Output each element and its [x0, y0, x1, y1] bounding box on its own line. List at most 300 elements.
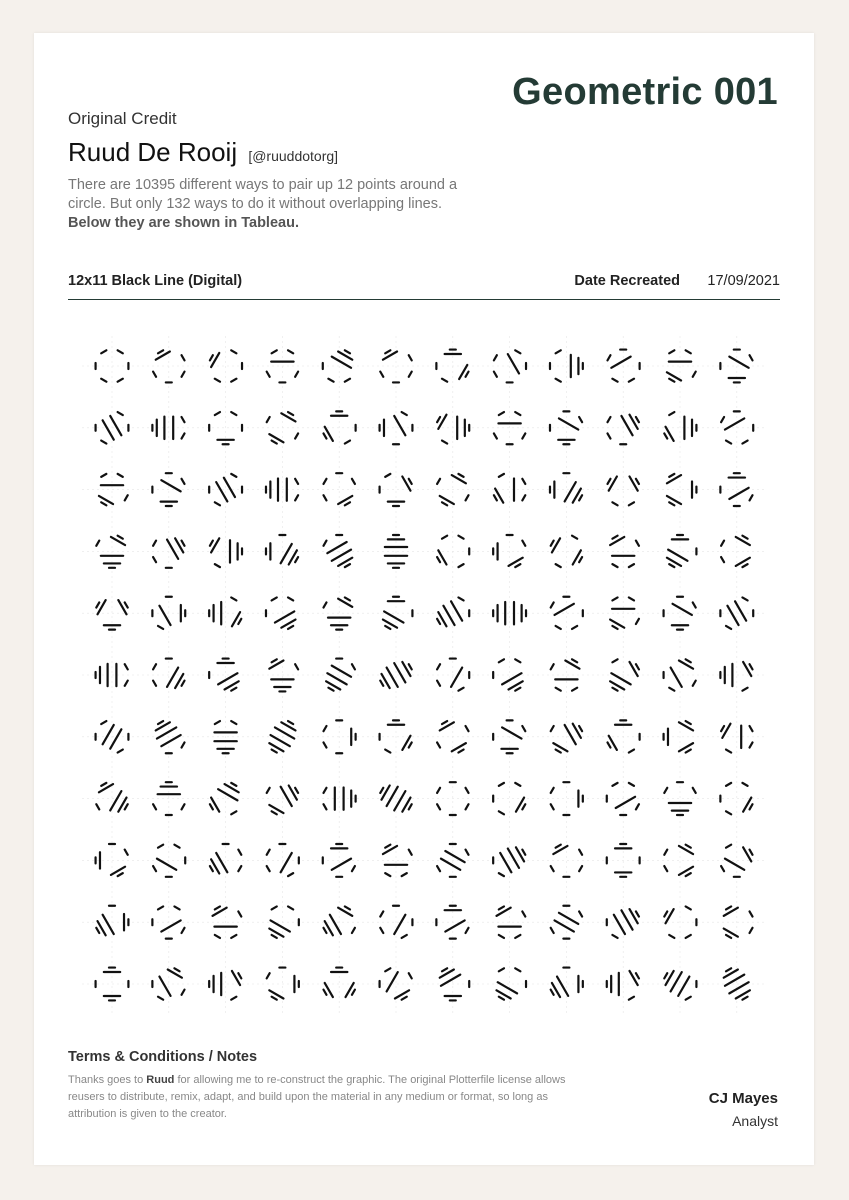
pair-line — [522, 804, 525, 809]
author-handle: [@ruuddotorg] — [248, 148, 339, 164]
author-name: Ruud De Rooij — [68, 137, 238, 167]
pair-line — [686, 659, 691, 662]
pair-line — [332, 666, 351, 677]
pair-line — [442, 502, 447, 505]
pair-line — [612, 536, 617, 539]
pair-line — [607, 417, 610, 422]
pair-line — [669, 474, 674, 477]
pair-line — [686, 935, 691, 938]
pair-line — [96, 602, 99, 607]
pair-line — [556, 688, 561, 691]
pair-line — [288, 721, 293, 724]
pair-line — [556, 750, 561, 753]
pairing-glyph — [607, 909, 639, 938]
pair-line — [686, 721, 691, 724]
pairing-glyph — [380, 474, 412, 506]
pair-line — [494, 372, 497, 377]
pair-line — [153, 866, 156, 871]
pair-line — [210, 355, 213, 360]
pair-line — [158, 906, 163, 909]
pair-line — [502, 727, 521, 738]
pair-line — [215, 564, 220, 567]
pair-line — [499, 873, 504, 876]
pair-line — [182, 433, 185, 438]
pairing-glyph — [326, 659, 355, 691]
pair-line — [607, 433, 610, 438]
pair-line — [693, 681, 696, 686]
pair-line — [556, 379, 561, 382]
pair-line — [515, 659, 520, 662]
pair-line — [522, 541, 525, 546]
pair-line — [101, 441, 106, 444]
pairing-glyph — [209, 971, 241, 1000]
pair-line — [328, 379, 333, 382]
pair-line — [629, 502, 634, 505]
pair-line — [664, 850, 667, 855]
pair-line — [636, 479, 639, 484]
pair-line — [726, 845, 731, 848]
pair-line — [437, 664, 440, 669]
pair-line — [295, 433, 298, 438]
pair-line — [295, 664, 298, 669]
pair-line — [118, 412, 123, 415]
pair-line — [522, 479, 525, 484]
pair-line — [210, 804, 213, 809]
pair-line — [726, 626, 731, 629]
pair-line — [742, 564, 747, 567]
pair-line — [636, 973, 639, 978]
pair-line — [499, 412, 504, 415]
pair-line — [664, 911, 667, 916]
pairing-glyph — [153, 845, 185, 877]
pair-line — [210, 541, 213, 546]
pair-line — [118, 474, 123, 477]
pair-line — [153, 557, 156, 562]
pair-line — [721, 417, 724, 422]
pair-line — [409, 479, 412, 484]
pair-line — [515, 968, 520, 971]
pairing-glyph — [323, 473, 354, 505]
pair-line — [210, 866, 213, 871]
pair-line — [158, 845, 163, 848]
pair-line — [385, 626, 390, 629]
pair-line — [494, 355, 497, 360]
pair-line — [380, 372, 383, 377]
pair-line — [182, 990, 185, 995]
pair-line — [174, 845, 179, 848]
pair-line — [522, 495, 525, 500]
pair-line — [409, 804, 412, 809]
pairing-glyph — [664, 971, 696, 1000]
pair-line — [125, 664, 128, 669]
pair-line — [323, 726, 326, 731]
pair-line — [402, 935, 407, 938]
pair-line — [231, 474, 236, 477]
pairing-glyph — [437, 415, 469, 444]
pair-line — [664, 433, 667, 438]
pairing-glyph — [209, 597, 241, 626]
pair-line — [612, 626, 617, 629]
pair-line — [295, 372, 298, 377]
pairing-glyph — [551, 659, 580, 690]
pair-line — [159, 606, 170, 625]
pair-line — [579, 911, 582, 916]
pairing-glyph — [153, 538, 184, 568]
pair-line — [579, 417, 582, 422]
pair-line — [721, 726, 724, 731]
pair-line — [182, 928, 185, 933]
pair-line — [215, 502, 220, 505]
pair-line — [272, 906, 277, 909]
pair-line — [607, 355, 610, 360]
pair-line — [629, 379, 634, 382]
pair-line — [750, 911, 753, 916]
pair-line — [750, 742, 753, 747]
pair-line — [288, 350, 293, 353]
pairing-glyph — [494, 350, 526, 382]
poster-title: Geometric 001 — [512, 71, 778, 113]
pair-line — [153, 681, 156, 686]
pair-line — [499, 659, 504, 662]
pair-line — [272, 750, 277, 753]
pair-line — [551, 541, 554, 546]
pair-line — [345, 350, 350, 353]
pair-line — [686, 906, 691, 909]
pair-line — [437, 804, 440, 809]
pair-line — [579, 850, 582, 855]
pair-line — [612, 597, 617, 600]
pair-line — [385, 845, 390, 848]
pair-line — [267, 417, 270, 422]
pair-line — [231, 379, 236, 382]
pair-line — [161, 735, 180, 746]
pair-line — [385, 873, 390, 876]
pairing-glyph — [266, 597, 296, 628]
pair-line — [499, 906, 504, 909]
pair-line — [750, 495, 753, 500]
pair-line — [158, 350, 163, 353]
pair-line — [629, 597, 634, 600]
pair-line — [693, 372, 696, 377]
pair-line — [437, 417, 440, 422]
pair-line — [612, 379, 617, 382]
pair-line — [352, 928, 355, 933]
pair-line — [636, 619, 639, 624]
pair-line — [742, 688, 747, 691]
pairing-glyph — [721, 724, 752, 753]
pair-line — [323, 541, 326, 546]
pairing-glyph — [210, 783, 239, 814]
pair-line — [153, 804, 156, 809]
pairing-glyph — [153, 659, 184, 689]
description-bold: Below they are shown in Tableau. — [68, 215, 299, 231]
pair-line — [466, 850, 469, 855]
terms-bold: Ruud — [146, 1074, 175, 1086]
pair-line — [231, 721, 236, 724]
pair-line — [669, 935, 674, 938]
description-lead: There are 10395 different ways to pair up 12 points around a circle. But only 132 ways to do it without overlapping lines. — [68, 177, 458, 212]
poster-sheet — [34, 33, 814, 1165]
pair-line — [725, 859, 744, 870]
pair-line — [153, 664, 156, 669]
pair-line — [402, 873, 407, 876]
credit-label: Original Credit — [68, 109, 177, 128]
pairing-glyph — [610, 659, 639, 690]
pair-line — [629, 783, 634, 786]
pair-line — [750, 664, 753, 669]
pair-line — [96, 804, 99, 809]
pair-line — [607, 742, 610, 747]
pairing-glyph — [551, 968, 583, 998]
pairing-glyph — [380, 906, 412, 938]
pair-line — [323, 479, 326, 484]
pair-line — [556, 626, 561, 629]
pair-line — [636, 541, 639, 546]
pair-line — [551, 664, 554, 669]
pairing-glyph — [267, 786, 298, 815]
pair-line — [466, 788, 469, 793]
pairing-glyph — [607, 415, 638, 445]
pair-line — [515, 564, 520, 567]
pair-line — [725, 418, 744, 429]
pairing-glyph — [607, 720, 639, 752]
pair-line — [103, 420, 114, 439]
pair-line — [323, 804, 326, 809]
pair-line — [466, 372, 469, 377]
pair-line — [288, 626, 293, 629]
pair-line — [402, 412, 407, 415]
pair-line — [238, 911, 241, 916]
pair-line — [686, 997, 691, 1000]
pair-line — [272, 441, 277, 444]
pair-line — [437, 619, 440, 624]
pairing-glyph — [323, 597, 352, 629]
pair-line — [118, 536, 123, 539]
pair-line — [494, 495, 497, 500]
pair-line — [125, 495, 128, 500]
pair-line — [174, 968, 179, 971]
pair-line — [726, 968, 731, 971]
pairing-glyph — [667, 474, 697, 505]
pairing-glyph — [667, 535, 697, 567]
pair-line — [272, 350, 277, 353]
pair-line — [101, 474, 106, 477]
pair-line — [118, 873, 123, 876]
pair-line — [409, 742, 412, 747]
pairing-glyph — [607, 971, 639, 1000]
pair-line — [158, 997, 163, 1000]
spec-label: 12x11 Black Line (Digital) — [68, 273, 243, 289]
pair-line — [272, 811, 277, 814]
pair-line — [231, 688, 236, 691]
pair-line — [238, 850, 241, 855]
pair-line — [612, 783, 617, 786]
pair-line — [750, 928, 753, 933]
pair-line — [323, 495, 326, 500]
pair-line — [323, 602, 326, 607]
pairing-glyph — [607, 477, 638, 506]
pair-line — [288, 412, 293, 415]
pair-line — [555, 920, 574, 931]
pair-line — [551, 866, 554, 871]
pair-line — [669, 379, 674, 382]
pair-line — [742, 997, 747, 1000]
pair-line — [231, 412, 236, 415]
pair-line — [556, 845, 561, 848]
pair-line — [238, 973, 241, 978]
pair-line — [629, 997, 634, 1000]
pair-line — [721, 866, 724, 871]
pair-line — [499, 783, 504, 786]
pairing-glyph — [436, 350, 468, 382]
pair-line — [612, 659, 617, 662]
pairing-glyph — [667, 350, 696, 381]
pair-line — [721, 541, 724, 546]
pair-line — [750, 355, 753, 360]
pairing-glyph — [440, 968, 470, 1000]
signature-role: Analyst — [732, 1113, 778, 1129]
pairing-glyph — [209, 659, 239, 691]
pair-line — [182, 541, 185, 546]
pair-line — [499, 811, 504, 814]
date-value: 17/09/2021 — [707, 273, 780, 289]
pairing-glyph — [497, 968, 527, 999]
pair-line — [295, 557, 298, 562]
pairing-glyph — [96, 906, 128, 936]
pairing-glyph — [720, 350, 752, 383]
pair-line — [726, 811, 731, 814]
pair-line — [267, 973, 270, 978]
pair-line — [693, 788, 696, 793]
terms-title: Terms & Conditions / Notes — [68, 1049, 258, 1065]
pairing-glyph — [269, 659, 298, 691]
pair-line — [437, 742, 440, 747]
pair-line — [153, 372, 156, 377]
pairing-glyph — [380, 412, 413, 444]
pair-line — [726, 935, 731, 938]
pair-line — [458, 750, 463, 753]
pair-line — [272, 659, 277, 662]
pair-line — [328, 688, 333, 691]
pairing-glyph — [323, 411, 355, 443]
pair-line — [385, 474, 390, 477]
pairing-glyph — [210, 844, 241, 874]
pair-line — [499, 474, 504, 477]
pair-line — [442, 441, 447, 444]
pair-line — [556, 350, 561, 353]
pair-line — [288, 906, 293, 909]
pair-line — [494, 433, 497, 438]
pair-line — [101, 502, 106, 505]
pair-line — [101, 379, 106, 382]
terms-pre: Thanks goes to — [68, 1074, 144, 1086]
signature-name: CJ Mayes — [708, 1090, 778, 1107]
pair-line — [742, 783, 747, 786]
pair-line — [380, 681, 383, 686]
pair-line — [726, 441, 731, 444]
pair-line — [442, 721, 447, 724]
pairing-glyph — [269, 906, 299, 937]
pair-line — [522, 726, 525, 731]
pairing-glyph — [267, 844, 299, 876]
pair-line — [572, 536, 577, 539]
pair-line — [750, 726, 753, 731]
pair-line — [231, 811, 236, 814]
pair-line — [125, 681, 128, 686]
pairing-glyph — [323, 906, 354, 935]
pair-line — [515, 783, 520, 786]
pair-line — [96, 541, 99, 546]
pair-line — [295, 788, 298, 793]
pair-line — [158, 626, 163, 629]
pair-line — [345, 564, 350, 567]
pair-line — [742, 441, 747, 444]
terms-text — [68, 1072, 588, 1123]
pairing-glyph — [610, 597, 639, 628]
pair-line — [458, 474, 463, 477]
pair-line — [345, 379, 350, 382]
pair-line — [385, 968, 390, 971]
pair-line — [636, 911, 639, 916]
pair-line — [466, 495, 469, 500]
pair-line — [182, 742, 185, 747]
pair-line — [721, 557, 724, 562]
pairing-glyph — [664, 412, 696, 441]
pairing-glyph — [721, 536, 750, 567]
pair-line — [238, 866, 241, 871]
pairing-grid — [34, 33, 814, 1033]
pair-line — [669, 350, 674, 353]
pair-line — [466, 726, 469, 731]
pair-line — [727, 606, 738, 625]
pair-line — [437, 866, 440, 871]
pair-line — [636, 804, 639, 809]
pair-line — [323, 788, 326, 793]
pair-line — [572, 659, 577, 662]
pairing-glyph — [551, 782, 583, 815]
pair-line — [555, 604, 574, 615]
pair-line — [118, 350, 123, 353]
date-label: Date Recreated — [574, 273, 680, 289]
pair-line — [612, 502, 617, 505]
pair-line — [409, 664, 412, 669]
pair-line — [458, 564, 463, 567]
pair-line — [551, 990, 554, 995]
pair-line — [669, 688, 674, 691]
pair-line — [750, 850, 753, 855]
pair-line — [352, 479, 355, 484]
pair-line — [288, 873, 293, 876]
pair-line — [182, 355, 185, 360]
pair-line — [686, 845, 691, 848]
pair-line — [182, 479, 185, 484]
pairing-glyph — [551, 597, 583, 629]
pairing-glyph — [96, 844, 128, 876]
pair-line — [664, 788, 667, 793]
pair-line — [515, 688, 520, 691]
pair-line — [693, 602, 696, 607]
pairing-glyph — [210, 538, 242, 567]
pair-line — [551, 726, 554, 731]
pair-line — [161, 480, 180, 491]
pairing-glyph — [494, 474, 525, 503]
pairing-glyph — [96, 600, 127, 630]
pair-line — [612, 564, 617, 567]
pair-line — [215, 906, 220, 909]
pair-line — [442, 379, 447, 382]
pairing-glyph — [213, 906, 242, 937]
pair-line — [380, 911, 383, 916]
